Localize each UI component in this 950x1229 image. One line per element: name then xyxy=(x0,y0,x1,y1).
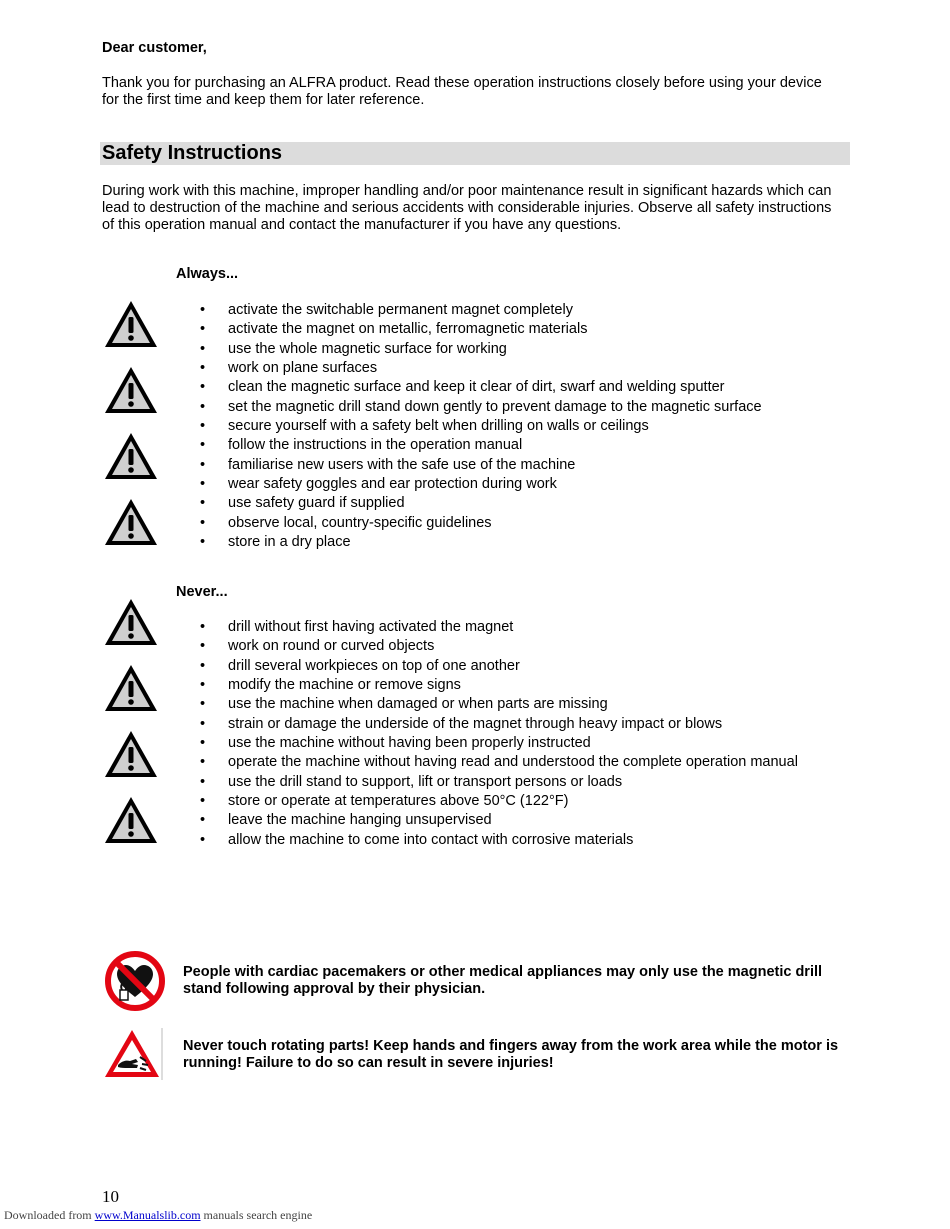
bullet-icon: • xyxy=(200,495,206,512)
list-item: • strain or damage the underside of the magnet through heavy impact or blows xyxy=(200,715,798,734)
warning-triangle-icon xyxy=(102,364,160,416)
bullet-icon: • xyxy=(200,534,206,551)
warning-triangle-icon xyxy=(102,298,160,350)
list-item: • leave the machine hanging unsupervised xyxy=(200,811,798,830)
warning-triangle-icon xyxy=(102,662,160,714)
manualslib-link[interactable]: www.Manualslib.com xyxy=(94,1208,201,1222)
safety-paragraph: During work with this machine, improper handling and/or poor maintenance result in significant hazards which can lead to destruction of the machine and serious accidents with considerable injuries. Observe all safety instructions of this operation manual and contact the manufacturer if you have any questions. xyxy=(102,183,832,233)
bullet-icon: • xyxy=(200,437,206,454)
warning-triangle-icon xyxy=(102,496,160,548)
greeting: Dear customer, xyxy=(102,40,207,56)
list-item: • observe local, country-specific guidelines xyxy=(200,514,762,533)
list-item: • clean the magnetic surface and keep it clear of dirt, swarf and welding sputter xyxy=(200,378,762,397)
bullet-icon: • xyxy=(200,398,206,415)
list-item: • follow the instructions in the operation manual xyxy=(200,436,762,455)
list-item: • store in a dry place xyxy=(200,533,762,552)
section-header-bar xyxy=(100,142,850,165)
list-item: • work on plane surfaces xyxy=(200,359,762,378)
list-item: • use the drill stand to support, lift or transport persons or loads xyxy=(200,773,798,792)
bullet-icon: • xyxy=(200,360,206,377)
section-title: Safety Instructions xyxy=(102,142,283,164)
bullet-icon: • xyxy=(200,677,206,694)
bullet-icon: • xyxy=(200,418,206,435)
intro-paragraph: Thank you for purchasing an ALFRA product. Read these operation instructions closely before using your device for the first time and keep them for later reference. xyxy=(102,75,822,108)
bullet-icon: • xyxy=(200,340,206,357)
warning-triangle-icon xyxy=(102,794,160,846)
never-list xyxy=(200,618,798,850)
bullet-icon: • xyxy=(200,754,206,771)
bullet-icon: • xyxy=(200,514,206,531)
list-item: • store or operate at temperatures above 50°C (122°F) xyxy=(200,792,798,811)
warning-triangle-icon xyxy=(102,728,160,780)
pacemaker-notice: People with cardiac pacemakers or other medical appliances may only use the magnetic drill stand following approval by their physician. xyxy=(183,964,823,997)
bullet-icon: • xyxy=(200,321,206,338)
bullet-icon: • xyxy=(200,379,206,396)
bullet-icon: • xyxy=(200,619,206,635)
list-item: • activate the switchable permanent magnet completely xyxy=(200,301,762,320)
list-item: • operate the machine without having read and understood the complete operation manual xyxy=(200,753,798,772)
bullet-icon: • xyxy=(200,476,206,493)
bullet-icon: • xyxy=(200,456,206,473)
list-item: • wear safety goggles and ear protection during work xyxy=(200,475,762,494)
footer-suffix: manuals search engine xyxy=(200,1208,313,1222)
list-item: • use the machine when damaged or when parts are missing xyxy=(200,695,798,714)
list-item: • set the magnetic drill stand down gently to prevent damage to the magnetic surface xyxy=(200,398,762,417)
warning-triangle-icon xyxy=(102,430,160,482)
page-number: 10 xyxy=(102,1187,119,1206)
bullet-icon: • xyxy=(200,735,206,752)
rotating-parts-hazard-icon xyxy=(104,1027,164,1081)
list-item: • use safety guard if supplied xyxy=(200,494,762,513)
list-item: • use the machine without having been properly instructed xyxy=(200,734,798,753)
bullet-icon: • xyxy=(200,773,206,790)
list-item: • drill several workpieces on top of one another xyxy=(200,657,798,676)
no-pacemaker-icon xyxy=(104,950,166,1012)
bullet-icon: • xyxy=(200,657,206,674)
never-heading: Never... xyxy=(176,584,228,600)
list-item: • secure yourself with a safety belt when drilling on walls or ceilings xyxy=(200,417,762,436)
bullet-icon: • xyxy=(200,793,206,810)
download-footer xyxy=(4,1208,312,1223)
list-item: • work on round or curved objects xyxy=(200,637,798,656)
footer-prefix: Downloaded from xyxy=(4,1208,92,1222)
bullet-icon: • xyxy=(200,831,206,848)
rotating-parts-notice: Never touch rotating parts! Keep hands and fingers away from the work area while the motor is running! Failure to do so can result in severe injuries! xyxy=(183,1038,839,1071)
list-item: • activate the magnet on metallic, ferromagnetic materials xyxy=(200,320,762,339)
always-list xyxy=(200,301,762,552)
bullet-icon: • xyxy=(200,715,206,732)
list-item: • modify the machine or remove signs xyxy=(200,676,798,695)
list-item: • drill without first having activated the magnet xyxy=(200,618,798,637)
warning-triangle-icon xyxy=(102,596,160,648)
bullet-icon: • xyxy=(200,812,206,829)
always-heading: Always... xyxy=(176,266,239,282)
list-item: • use the whole magnetic surface for working xyxy=(200,340,762,359)
bullet-icon: • xyxy=(200,302,206,318)
list-item: • allow the machine to come into contact with corrosive materials xyxy=(200,831,798,850)
bullet-icon: • xyxy=(200,638,206,655)
list-item: • familiarise new users with the safe use of the machine xyxy=(200,456,762,475)
bullet-icon: • xyxy=(200,696,206,713)
